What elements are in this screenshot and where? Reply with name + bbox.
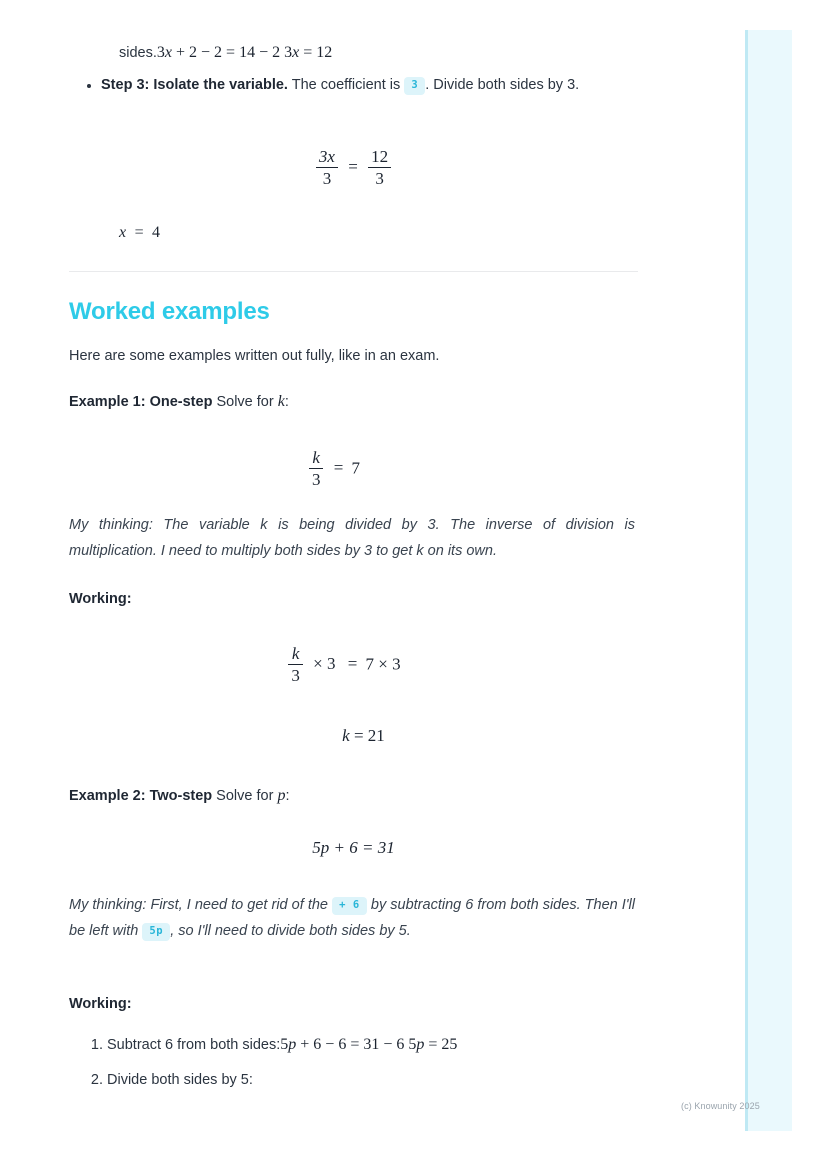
- thinking2-part3: , so I'll need to divide both sides by 5.: [170, 923, 411, 939]
- example2-label: Example 2: Two-step: [69, 788, 213, 804]
- thinking2-part1: : First, I need to get rid of the: [142, 897, 328, 913]
- thinking2-part2: by subtracting 6 from both sides. Then I'll be left with: [69, 897, 635, 939]
- page-title: Worked examples: [69, 298, 270, 325]
- k-working-equals: =: [347, 654, 358, 674]
- coefficient-chip: 3: [404, 77, 425, 95]
- equals-sign: =: [348, 157, 358, 177]
- fraction-rhs-numerator: 12: [368, 147, 391, 168]
- step2-text: Divide both sides by 5:: [107, 1072, 253, 1088]
- step1-text: Subtract 6 from both sides:: [107, 1037, 281, 1053]
- copyright-footer: (c) Knowunity 2025: [681, 1101, 760, 1111]
- example1-rest: Solve for k:: [212, 393, 289, 410]
- step3-text-after: . Divide both sides by 3.: [425, 77, 580, 93]
- equation-k-over-three: [49, 449, 618, 490]
- intro-paragraph: Here are some examples written out fully, like in an exam.: [69, 348, 440, 364]
- equation-p: [69, 838, 638, 858]
- section-divider: [69, 271, 638, 272]
- continuation-line: [119, 41, 639, 66]
- equation-k-result: k = 21: [342, 726, 385, 745]
- fraction-lhs-denominator: 3: [322, 169, 332, 188]
- example1-working-label: Working:: [69, 591, 132, 607]
- thinking-body: : The variable k is being divided by 3. The inverse of division is multiplication. I need to multiply both sides by 3 to get k on its own.: [69, 517, 635, 559]
- list-item-step-1: [107, 1033, 667, 1057]
- solve-for-variable: k: [277, 393, 285, 410]
- fraction-k-denominator: 3: [311, 470, 321, 489]
- plus-six-chip: + 6: [332, 897, 367, 915]
- fraction-k-working: [288, 644, 303, 685]
- example2-steps-list: [69, 1033, 667, 1103]
- right-side-accent-panel: [745, 30, 792, 1131]
- fraction-lhs-numerator: 3x: [316, 147, 338, 168]
- x-variable: x: [119, 224, 127, 241]
- equation-divide-by-three: [69, 148, 638, 189]
- x-equals-sign: =: [134, 224, 144, 241]
- equation-k-working: [59, 645, 628, 686]
- fraction-k-three: [309, 448, 324, 489]
- k-working-rhs: 7 × 3: [365, 654, 401, 674]
- fraction-lhs: [316, 147, 338, 188]
- step3-label: Step 3: Isolate the variable.: [101, 77, 288, 93]
- x-value: 4: [152, 224, 161, 241]
- solve-for-variable: p: [277, 787, 286, 804]
- fraction-rhs-denominator: 3: [375, 169, 384, 188]
- thinking-lead: My thinking: [69, 517, 149, 533]
- step3-block: [69, 73, 614, 98]
- equation-x-equals-four: [119, 224, 160, 242]
- example2-heading: [69, 783, 638, 809]
- p-equation-text: 5p + 6 = 31: [312, 838, 395, 857]
- example1-heading: [69, 389, 638, 415]
- example2-working-label: Working:: [69, 996, 132, 1012]
- lead-equation: 3x + 2 − 2 = 14 − 2 3x = 12: [156, 44, 333, 61]
- fraction-rhs: [368, 147, 391, 188]
- list-item-step-2: [107, 1068, 667, 1092]
- multiply-three: × 3: [313, 654, 336, 674]
- step-bullet-list: [69, 73, 614, 98]
- example2-thinking: [69, 892, 635, 944]
- k-equals-sign: =: [333, 458, 344, 478]
- fraction-k-working-numerator: k: [288, 644, 303, 665]
- list-item-step3: [101, 73, 614, 98]
- fraction-k-working-denominator: 3: [291, 666, 300, 685]
- continuation-prefix: sides.: [119, 45, 157, 61]
- step1-equation: 5p + 6 − 6 = 31 − 6 5p = 25: [280, 1036, 458, 1053]
- fraction-k-numerator: k: [309, 448, 324, 469]
- example1-thinking: [69, 512, 635, 564]
- five-p-chip: 5p: [142, 923, 170, 941]
- example1-label: Example 1: One-step: [69, 394, 213, 410]
- k-value: 7: [351, 458, 361, 478]
- example2-rest: Solve for p:: [212, 787, 290, 804]
- step3-text-before: The coefficient is: [287, 77, 401, 93]
- thinking2-lead: My thinking: [69, 897, 143, 913]
